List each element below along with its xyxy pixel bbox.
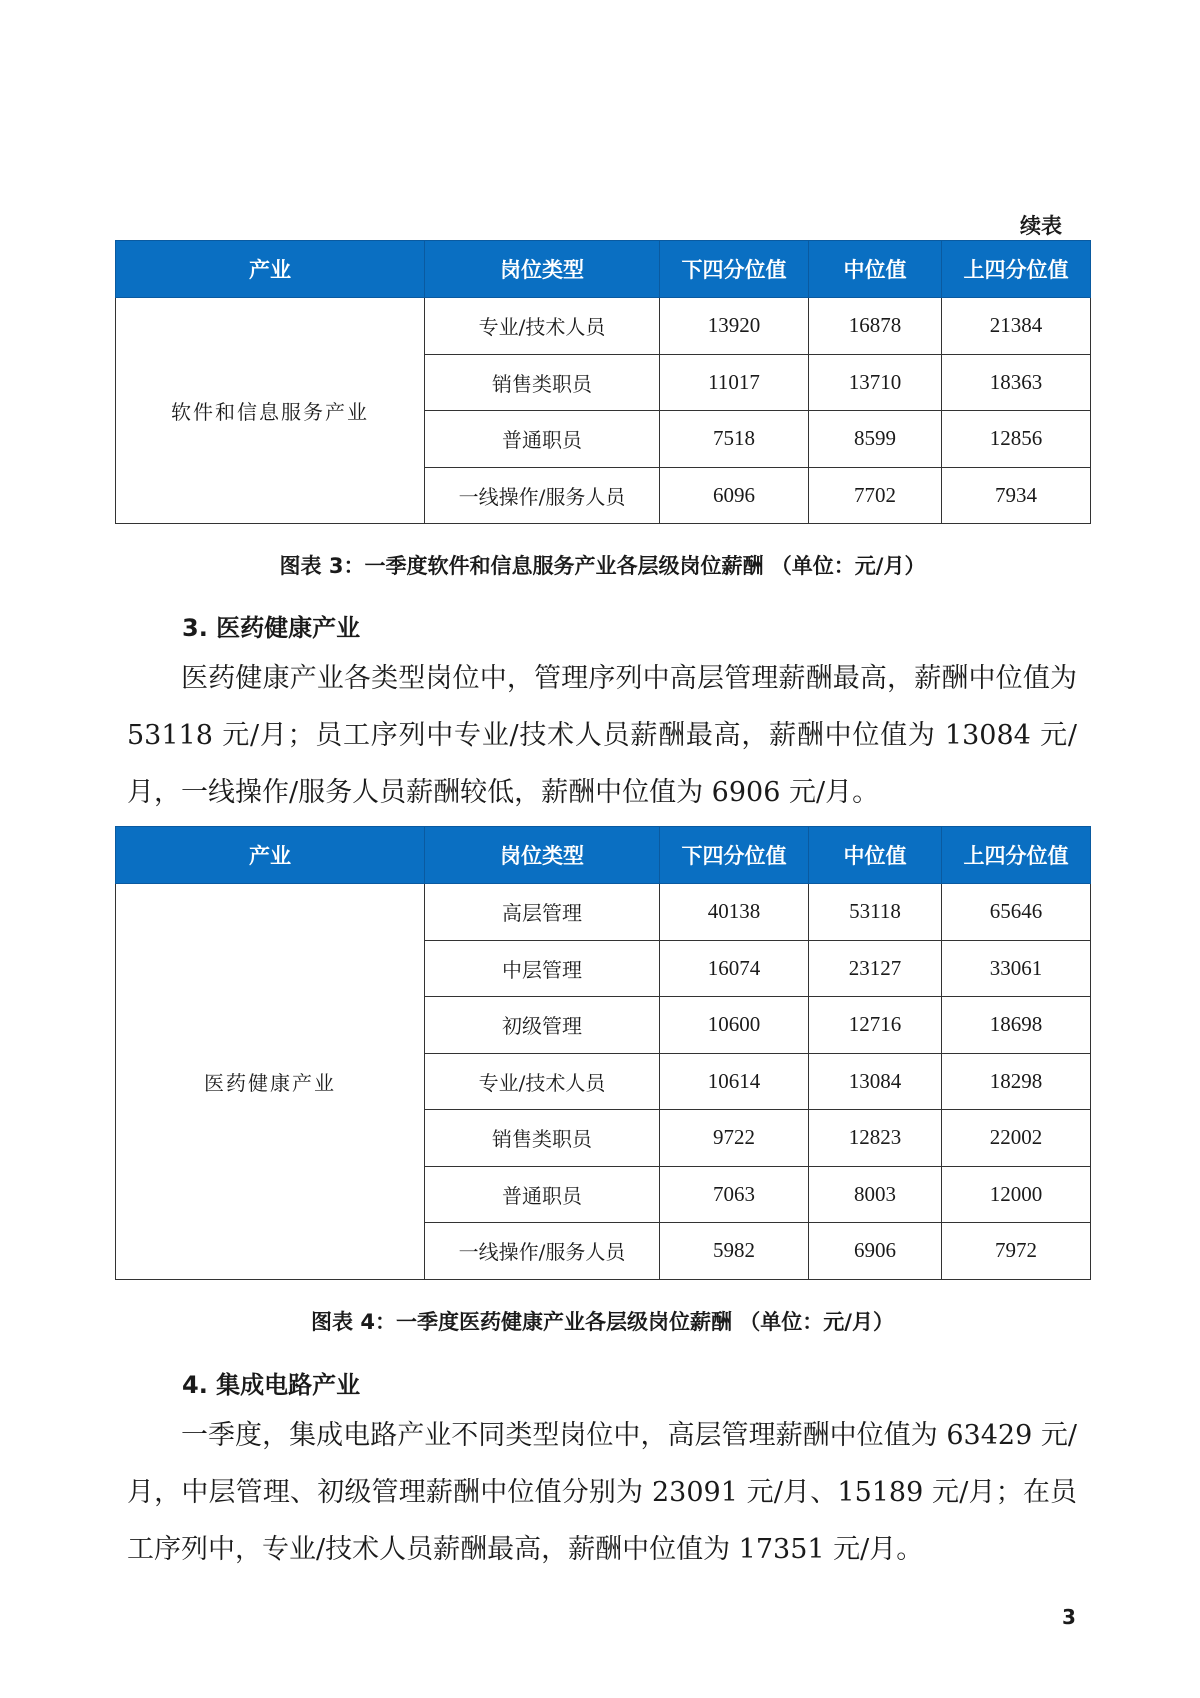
lower-quartile-cell: 6096 <box>660 467 809 524</box>
lower-quartile-cell: 7063 <box>660 1166 809 1223</box>
header-median: 中位值 <box>809 241 942 298</box>
section-paragraph-4: 一季度，集成电路产业不同类型岗位中，高层管理薪酬中位值为 63429 元/月，中层管理、初级管理薪酬中位值分别为 23091 元/月、15189 元/月；在员工序列中，专业/技术人员薪酬最高，薪酬中位值为 17351 元/月。 <box>127 1420 1077 1565</box>
section-heading-3: 3. 医药健康产业 <box>182 614 361 642</box>
upper-quartile-cell: 12856 <box>942 411 1091 468</box>
salary-table-software <box>115 240 1091 524</box>
table-header-row <box>116 827 1091 884</box>
lower-quartile-cell: 9722 <box>660 1110 809 1167</box>
upper-quartile-cell: 33061 <box>942 940 1091 997</box>
position-type-cell: 销售类职员 <box>425 354 660 411</box>
median-cell: 12823 <box>809 1110 942 1167</box>
section-heading-4: 4. 集成电路产业 <box>182 1371 361 1399</box>
upper-quartile-cell: 18298 <box>942 1053 1091 1110</box>
median-cell: 6906 <box>809 1223 942 1280</box>
lower-quartile-cell: 11017 <box>660 354 809 411</box>
page-number: 3 <box>1062 1605 1076 1629</box>
lower-quartile-cell: 5982 <box>660 1223 809 1280</box>
industry-cell: 软件和信息服务产业 <box>116 298 425 524</box>
position-type-cell: 普通职员 <box>425 1166 660 1223</box>
header-industry: 产业 <box>116 241 425 298</box>
lower-quartile-cell: 13920 <box>660 298 809 355</box>
upper-quartile-cell: 21384 <box>942 298 1091 355</box>
lower-quartile-cell: 10614 <box>660 1053 809 1110</box>
lower-quartile-cell: 10600 <box>660 997 809 1054</box>
median-cell: 7702 <box>809 467 942 524</box>
position-type-cell: 销售类职员 <box>425 1110 660 1167</box>
header-position-type: 岗位类型 <box>425 241 660 298</box>
upper-quartile-cell: 12000 <box>942 1166 1091 1223</box>
industry-cell: 医药健康产业 <box>116 884 425 1280</box>
position-type-cell: 普通职员 <box>425 411 660 468</box>
header-position-type: 岗位类型 <box>425 827 660 884</box>
median-cell: 12716 <box>809 997 942 1054</box>
header-industry: 产业 <box>116 827 425 884</box>
table-caption-3: 图表 3：一季度软件和信息服务产业各层级岗位薪酬 （单位：元/月） <box>279 554 926 578</box>
position-type-cell: 高层管理 <box>425 884 660 941</box>
position-type-cell: 专业/技术人员 <box>425 298 660 355</box>
median-cell: 16878 <box>809 298 942 355</box>
position-type-cell: 中层管理 <box>425 940 660 997</box>
lower-quartile-cell: 7518 <box>660 411 809 468</box>
salary-table-pharma <box>115 826 1091 1280</box>
median-cell: 13084 <box>809 1053 942 1110</box>
upper-quartile-cell: 18698 <box>942 997 1091 1054</box>
upper-quartile-cell: 18363 <box>942 354 1091 411</box>
lower-quartile-cell: 16074 <box>660 940 809 997</box>
median-cell: 8003 <box>809 1166 942 1223</box>
median-cell: 53118 <box>809 884 942 941</box>
upper-quartile-cell: 65646 <box>942 884 1091 941</box>
position-type-cell: 一线操作/服务人员 <box>425 1223 660 1280</box>
section-paragraph-3: 医药健康产业各类型岗位中，管理序列中高层管理薪酬最高，薪酬中位值为 53118 元/月；员工序列中专业/技术人员薪酬最高，薪酬中位值为 13084 元/月，一线操作/服务人员薪酬较低，薪酬中位值为 6906 元/月。 <box>127 663 1077 808</box>
header-lower-quartile: 下四分位值 <box>660 241 809 298</box>
header-lower-quartile: 下四分位值 <box>660 827 809 884</box>
position-type-cell: 一线操作/服务人员 <box>425 467 660 524</box>
header-median: 中位值 <box>809 827 942 884</box>
table-row <box>116 884 1091 941</box>
median-cell: 23127 <box>809 940 942 997</box>
upper-quartile-cell: 7934 <box>942 467 1091 524</box>
header-upper-quartile: 上四分位值 <box>942 827 1091 884</box>
median-cell: 8599 <box>809 411 942 468</box>
upper-quartile-cell: 7972 <box>942 1223 1091 1280</box>
table-row <box>116 298 1091 355</box>
median-cell: 13710 <box>809 354 942 411</box>
table-caption-4: 图表 4：一季度医药健康产业各层级岗位薪酬 （单位：元/月） <box>311 1310 894 1334</box>
lower-quartile-cell: 40138 <box>660 884 809 941</box>
upper-quartile-cell: 22002 <box>942 1110 1091 1167</box>
table-header-row <box>116 241 1091 298</box>
position-type-cell: 初级管理 <box>425 997 660 1054</box>
position-type-cell: 专业/技术人员 <box>425 1053 660 1110</box>
continued-label: 续表 <box>1020 214 1062 238</box>
header-upper-quartile: 上四分位值 <box>942 241 1091 298</box>
